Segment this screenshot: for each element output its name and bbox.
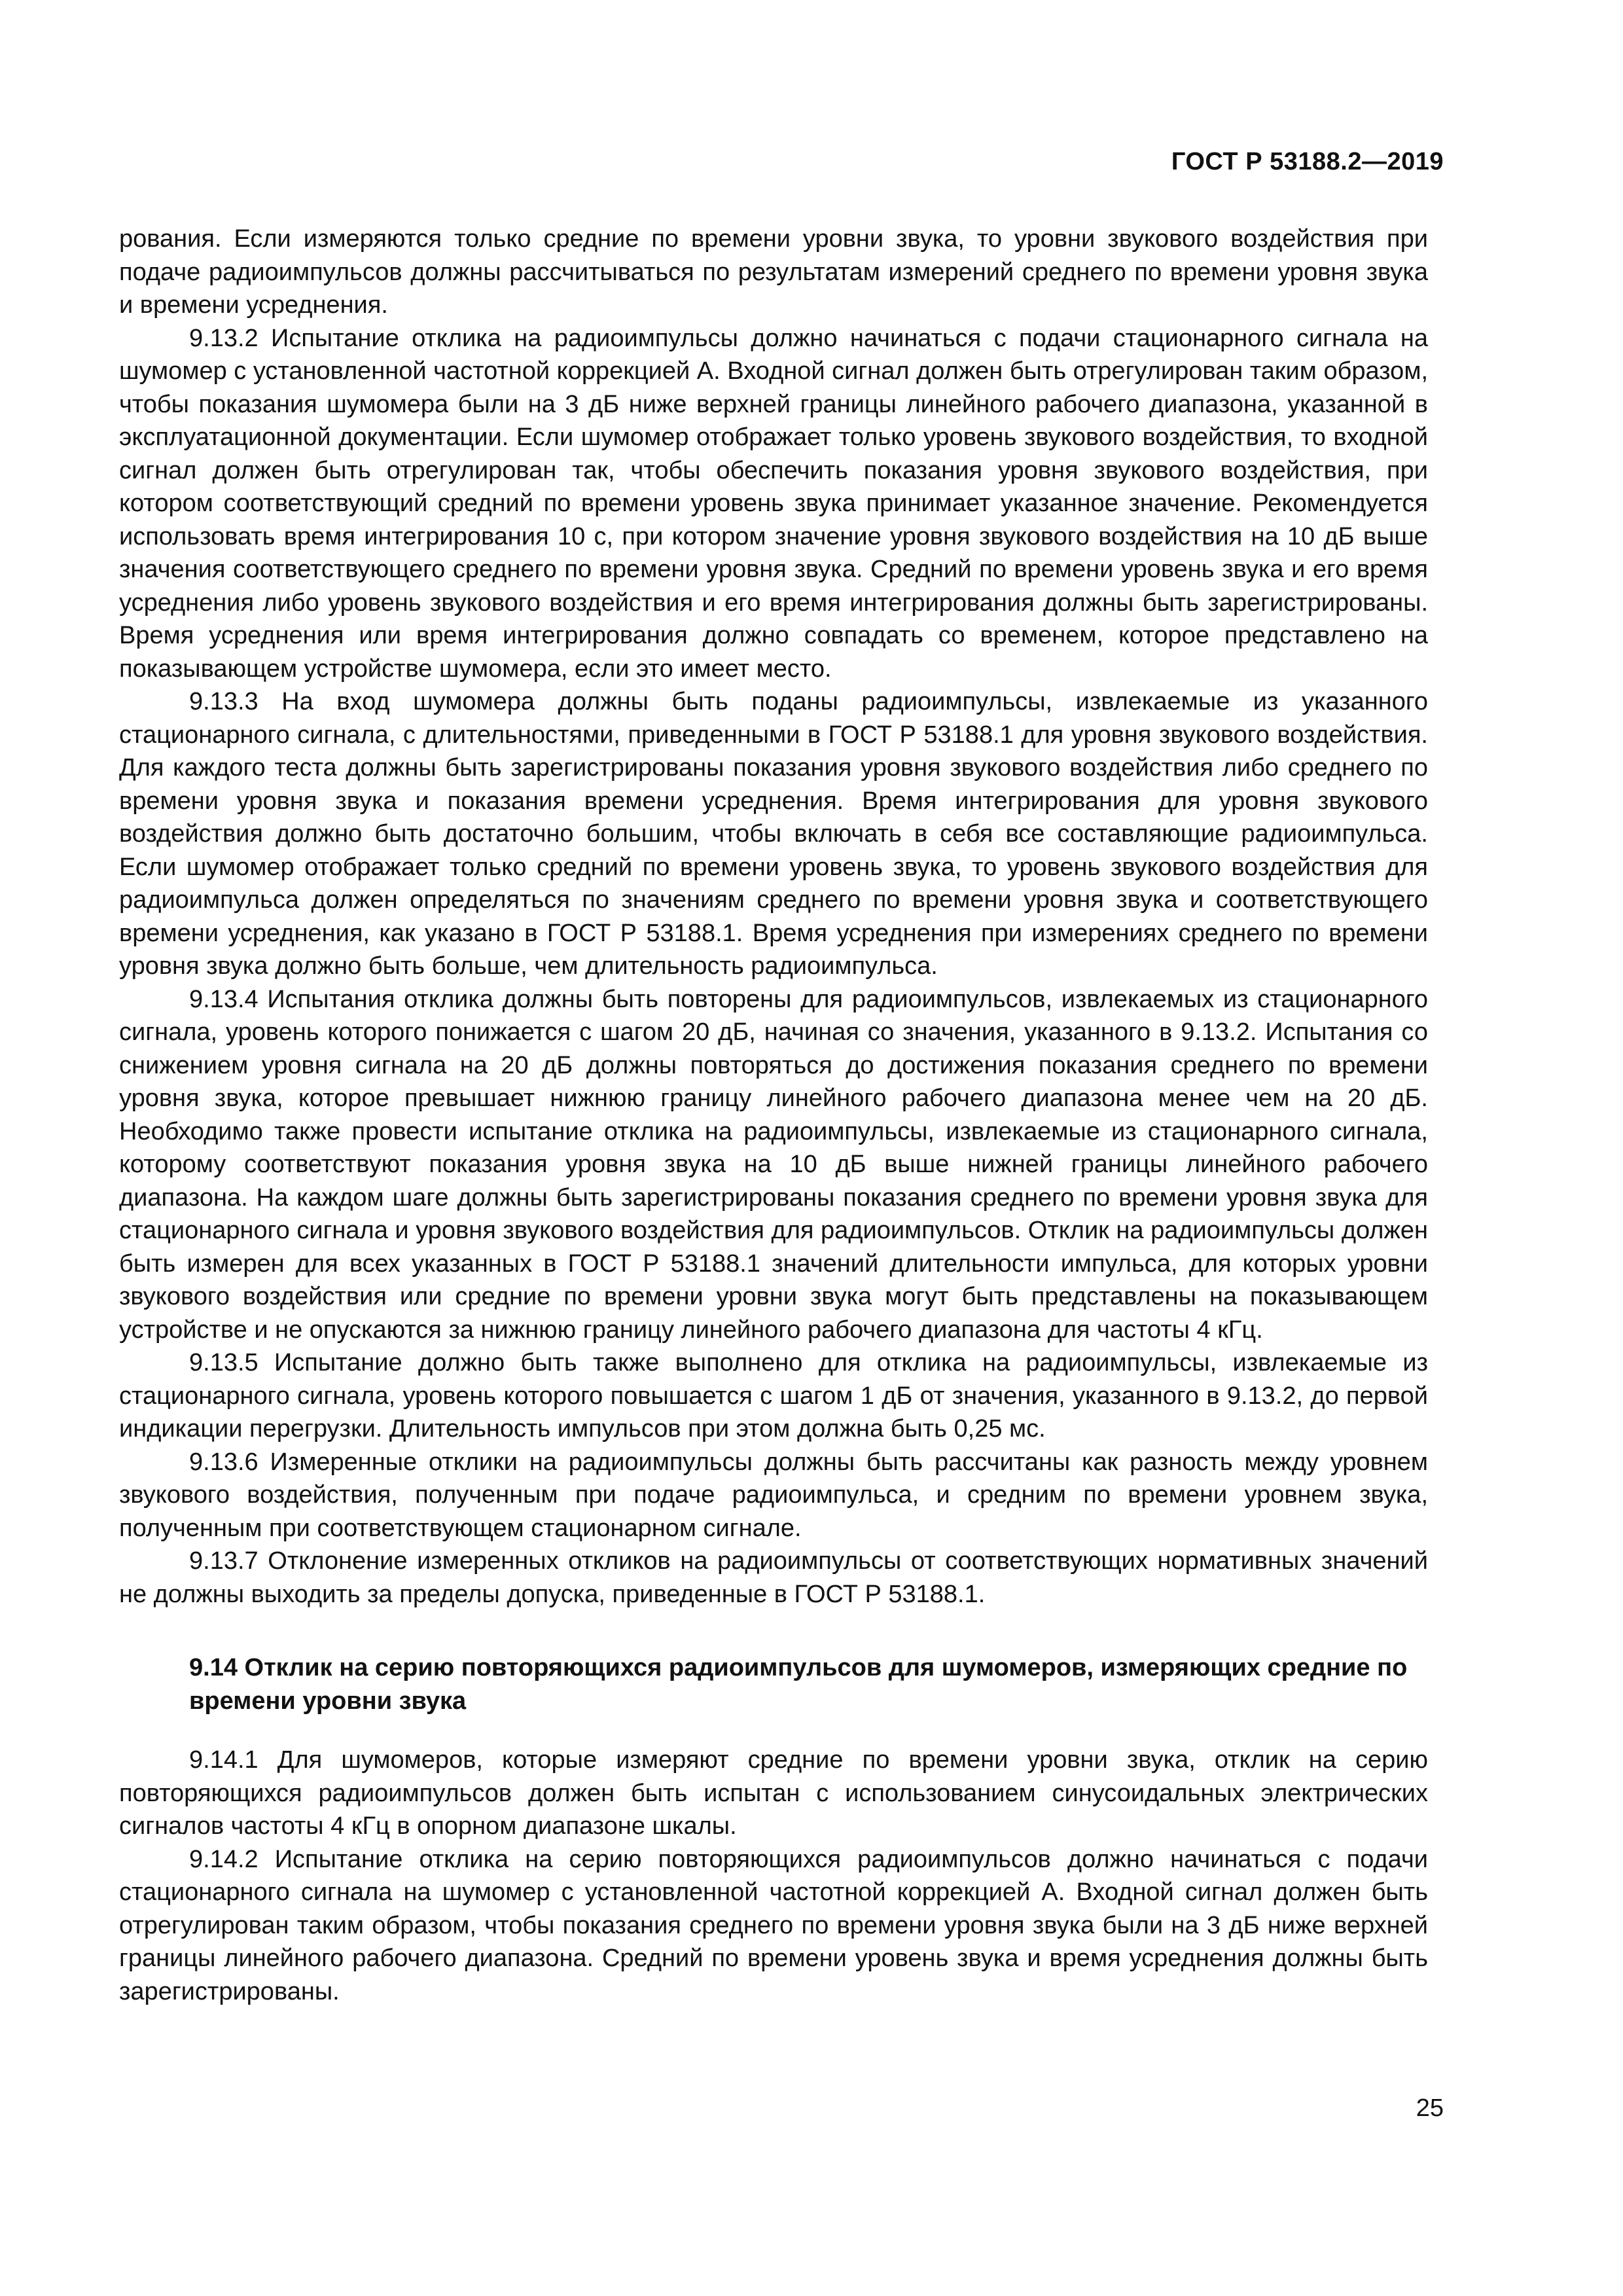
paragraph-9-13-2: 9.13.2 Испытание отклика на радиоимпульсы должно начинаться с подачи стационарного сигнала на шумомер с установленной частотной коррекцией А. Входной сигнал должен быть отрегулирован таким образом, чтобы показания шумомера были на 3 дБ ниже верхней границы линейного рабочего диапазона, указанной в эксплуатационной документации. Если шумомер отображает только уровень звукового воздействия, то входной сигнал должен быть отрегулирован так, чтобы обеспечить показания уровня звукового воздействия, при котором соответствующий средний по времени уровень звука принимает указанное значение. Рекомендуется использовать время интегрирования 10 с, при котором значение уровня звукового воздействия на 10 дБ выше значения соответствующего среднего по времени уровня звука. Средний по времени уровень звука и его время усреднения либо уровень звукового воздействия и его время интегрирования должны быть зарегистрированы. Время усреднения или время интегрирования должно совпадать со временем, которое представлено на показывающем устройстве шумомера, если это имеет место. xyxy=(119,324,1428,683)
paragraph-9-13-5: 9.13.5 Испытание должно быть также выполнено для отклика на радиоимпульсы, извлекаемые из стационарного сигнала, уровень которого повышается с шагом 1 дБ от значения, указанного в 9.13.2, до первой индикации перегрузки. Длительность импульсов при этом должна быть 0,25 мс. xyxy=(119,1349,1428,1443)
paragraph-continuation: рования. Если измеряются только средние по времени уровни звука, то уровни звукового воздействия при подаче радиоимпульсов должны рассчитываться по результатам измерений среднего по времени уровня звука и времени усреднения. xyxy=(119,225,1428,319)
paragraph-9-14-2: 9.14.2 Испытание отклика на серию повторяющихся радиоимпульсов должно начинаться с подачи стационарного сигнала на шумомер с установленной частотной коррекцией А. Входной сигнал должен быть отрегулирован таким образом, чтобы показания среднего по времени уровня звука были на 3 дБ ниже верхней границы линейного рабочего диапазона. Средний по времени уровень звука и время усреднения должны быть зарегистрированы. xyxy=(119,1845,1428,2005)
paragraph-9-13-7: 9.13.7 Отклонение измеренных откликов на радиоимпульсы от соответствующих нормативных значений не должны выходить за пределы допуска, приведенные в ГОСТ Р 53188.1. xyxy=(119,1547,1428,1608)
section-heading-9-14: 9.14 Отклик на серию повторяющихся радиоимпульсов для шумомеров, измеряющих средние по времени уровни звука xyxy=(189,1654,1408,1715)
document-body xyxy=(119,223,1428,2008)
document-id-header: ГОСТ Р 53188.2—2019 xyxy=(1171,148,1444,175)
paragraph-9-13-4: 9.13.4 Испытания отклика должны быть повторены для радиоимпульсов, извлекаемых из стационарного сигнала, уровень которого понижается с шагом 20 дБ, начиная со значения, указанного в 9.13.2. Испытания со снижением уровня сигнала на 20 дБ должны повторяться до достижения показания среднего по времени уровня звука, которое превышает нижнюю границу линейного рабочего диапазона менее чем на 20 дБ. Необходимо также провести испытание отклика на радиоимпульсы, извлекаемые из стационарного сигнала, которому соответствуют показания уровня звука на 10 дБ выше нижней границы линейного рабочего диапазона. На каждом шаге должны быть зарегистрированы показания среднего по времени уровня звука для стационарного сигнала и уровня звукового воздействия для радиоимпульсов. Отклик на радиоимпульсы должен быть измерен для всех указанных в ГОСТ Р 53188.1 значений длительности импульса, для которых уровни звукового воздействия или средние по времени уровни звука могут быть представлены на показывающем устройстве и не опускаются за нижнюю границу линейного рабочего диапазона для частоты 4 кГц. xyxy=(119,985,1428,1344)
paragraph-9-14-1: 9.14.1 Для шумомеров, которые измеряют средние по времени уровни звука, отклик на серию повторяющихся радиоимпульсов должен быть испытан с использованием синусоидальных электрических сигналов частоты 4 кГц в опорном диапазоне шкалы. xyxy=(119,1746,1428,1840)
paragraph-9-13-6: 9.13.6 Измеренные отклики на радиоимпульсы должны быть рассчитаны как разность между уровнем звукового воздействия, полученным при подаче радиоимпульса, и средним по времени уровнем звука, полученным при соответствующем стационарном сигнале. xyxy=(119,1448,1428,1542)
paragraph-9-13-3: 9.13.3 На вход шумомера должны быть поданы радиоимпульсы, извлекаемые из указанного стационарного сигнала, с длительностями, приведенными в ГОСТ Р 53188.1 для уровня звукового воздействия. Для каждого теста должны быть зарегистрированы показания уровня звукового воздействия либо среднего по времени уровня звука и показания времени усреднения. Время интегрирования для уровня звукового воздействия должно быть достаточно большим, чтобы включать в себя все составляющие радиоимпульса. Если шумомер отображает только средний по времени уровень звука, то уровень звукового воздействия для радиоимпульса должен определяться по значениям среднего по времени уровня звука и соответствующего времени усреднения, как указано в ГОСТ Р 53188.1. Время усреднения при измерениях среднего по времени уровня звука должно быть больше, чем длительность радиоимпульса. xyxy=(119,688,1428,980)
page-number: 25 xyxy=(1416,2094,1444,2122)
